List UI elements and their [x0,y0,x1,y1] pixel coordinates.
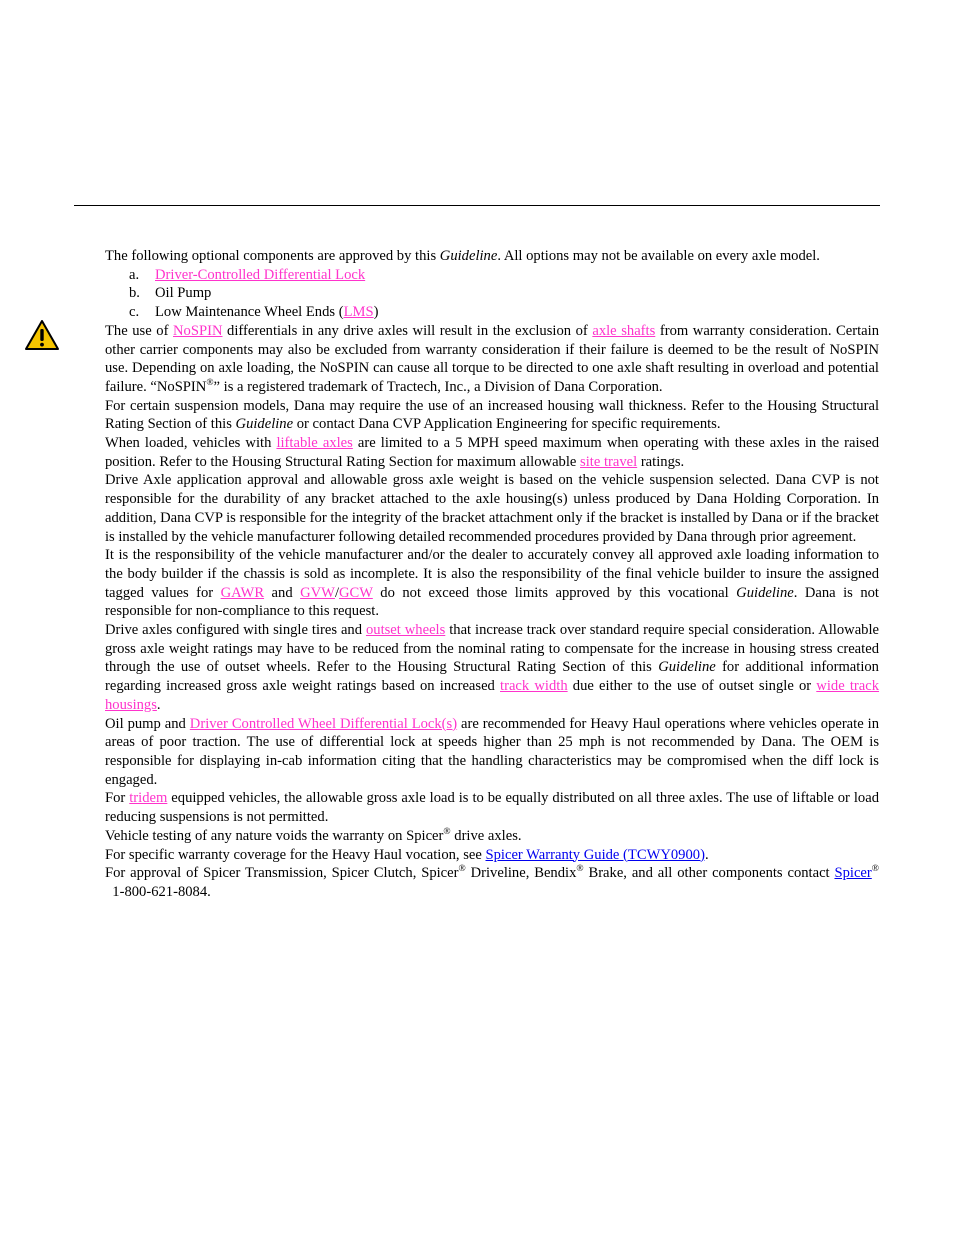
testing-paragraph: Vehicle testing of any nature voids the warranty on Spicer® drive axles. [105,826,522,844]
outset-wheels-paragraph: Drive axles configured with single tires and outset wheels that increase track over standard require special consideration. Allowable gross axle weight ratings may have to be reduced from the nominal rating to compensate for the increase in housing stress created through the use of outset wheels. Refer to the Housing Structural Rating Section of this Guideline for additional information regarding increased gross axle weight ratings based on increased track width due either to the use of outset single or wide track housings. [105,622,880,713]
liftable-axles-paragraph: When loaded, vehicles with liftable axles are limited to a 5 MPH speed maximum when operating with these axles in the raised position. Refer to the Housing Structural Rating Section for maximum allowable site travel ratings. [105,435,879,470]
track-width-link[interactable]: track width [500,678,568,695]
liftable-axles-link[interactable]: liftable axles [276,435,353,452]
gawr-link[interactable]: GAWR [220,584,265,601]
axle-shafts-link[interactable]: axle shafts [592,322,656,339]
suspension-paragraph: For certain suspension models, Dana may require the use of an increased housing wall thickness. Refer to the Housing Structural Rating Section of this Guideline or contact Dana CVP Application Engineering for specific requirements. [105,397,879,433]
responsibility-paragraph: It is the responsibility of the vehicle manufacturer and/or the dealer to accurately convey all approved axle loading information to the body builder if the chassis is sold as incomplete. It is also the responsibility of the final vehicle builder to insure the assigned tagged values for GAWR and GVW/GCW do not exceed those limits approved by this vocational Guideline. Dana is not responsible for non-compliance to this request. [105,547,879,620]
driver-controlled-differential-lock-link[interactable]: Driver-Controlled Differential Lock [155,266,366,283]
tridem-paragraph: For tridem equipped vehicles, the allowable gross axle load is to be equally distributed on all three axles. The use of liftable or load reducing suspensions is not permitted. [105,790,880,826]
spicer-link[interactable]: Spicer [834,865,872,882]
warning-triangle-icon [24,319,60,351]
lms-link[interactable]: LMS [343,304,374,321]
list-item: c. Low Maintenance Wheel Ends (LMS) [129,304,379,321]
document-body [105,247,879,902]
oil-pump-paragraph: Oil pump and Driver Controlled Wheel Differential Lock(s) are recommended for Heavy Haul operations where vehicles operate in areas of poor traction. The use of differential lock at speeds higher than 25 mph is not recommended by Dana. The OEM is responsible for displaying in-cab information citing that the handling characteristics may be compromised when the diff lock is engaged. [105,715,879,788]
list-item: a. Driver-Controlled Differential Lock [129,266,366,283]
outset-wheels-link[interactable]: outset wheels [365,622,446,639]
approval-paragraph: Drive Axle application approval and allowable gross axle weight is based on the vehicle suspension selected. Dana CVP is not responsible for the durability of any bracket attached to the axle housing(s) unless produced by Dana Holding Corporation. In addition, Dana CVP is responsible for the integrity of the bracket attachment only if the bracket is installed by Dana or if the bracket is installed by the vehicle manufacturer following detailed recommended procedures provided by Dana through prior agreement. [105,472,879,545]
gvw-link[interactable]: GVW [300,584,335,601]
options-list [105,266,879,322]
warranty-paragraph: For specific warranty coverage for the Heavy Haul vocation, see Spicer Warranty Guide (TCWY0900). [105,846,709,863]
site-travel-link[interactable]: site travel [580,453,638,470]
spicer-warranty-guide-link[interactable]: Spicer Warranty Guide (TCWY0900) [485,846,705,863]
nospin-link[interactable]: NoSPIN [173,322,223,339]
contact-paragraph: For approval of Spicer Transmission, Spicer Clutch, Spicer® Driveline, Bendix® Brake, and all other components contact Spicer® 1-800-621-8084. [105,864,879,900]
driver-controlled-wheel-differential-lock-link[interactable]: Driver Controlled Wheel Differential Lock(s) [189,715,458,732]
nospin-paragraph: The use of NoSPIN differentials in any drive axles will result in the exclusion of axle shafts from warranty consideration. Certain other carrier components may also be excluded from warranty consideration if their failure is deemed to be the result of NoSPIN use. Depending on axle loading, the NoSPIN can cause all torque to be directed to one axle shaft resulting in overload and potential failure. “NoSPIN®” is a registered trademark of Tractech, Inc., a Division of Dana Corporation. [105,322,880,395]
intro-paragraph: The following optional components are approved by this Guideline. All options may not be available on every axle model. [105,248,820,264]
list-item: b. Oil Pump [129,285,212,302]
tridem-link[interactable]: tridem [129,790,168,807]
header-rule [74,205,880,206]
wide-track-housings-link[interactable]: wide track housings [105,678,880,713]
gcw-link[interactable]: GCW [339,584,373,601]
